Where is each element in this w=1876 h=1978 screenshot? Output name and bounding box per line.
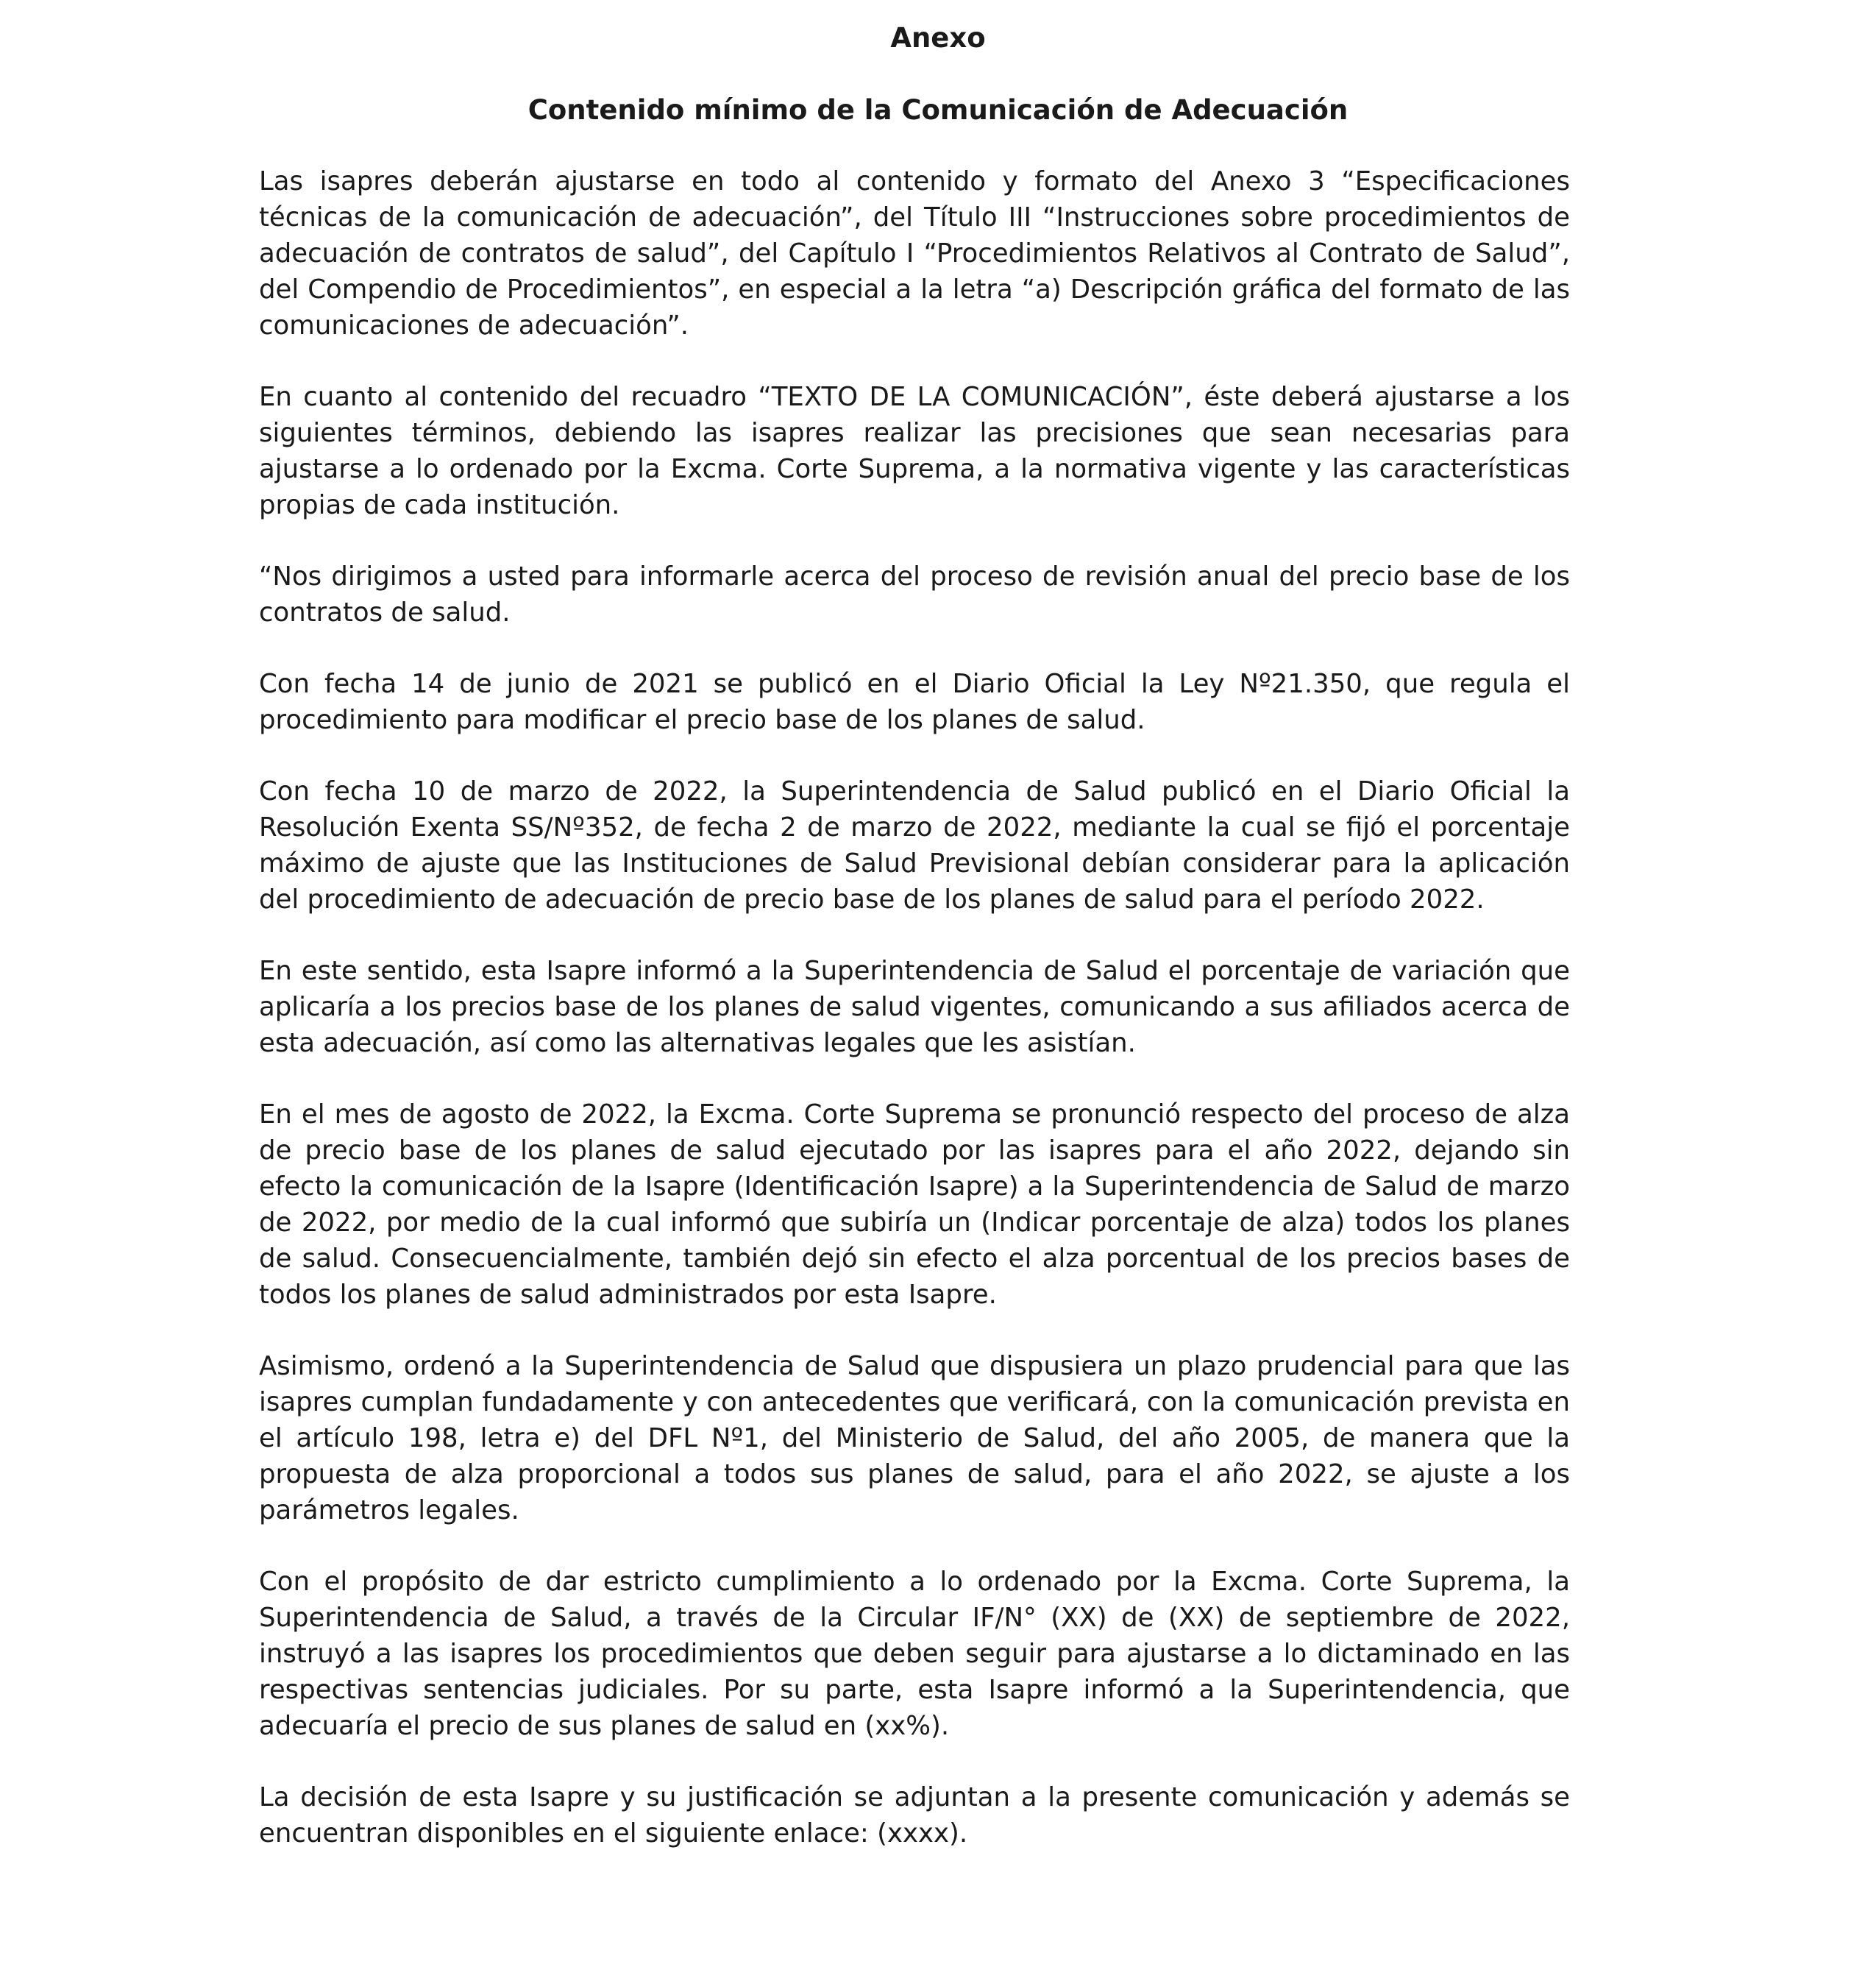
paragraph-isapre-informed: En este sentido, esta Isapre informó a la Superintendencia de Salud el porcentaje de variación que aplicaría a los precios base de los planes de salud vigentes, comunicando a sus afiliados acerca de esta adecuación, así como las alternativas legales que les asistían. — [259, 956, 1570, 1058]
paragraph-decision-link: La decisión de esta Isapre y su justificación se adjuntan a la presente comunicación y además se encuentran disponibles en el siguiente enlace: (xxxx). — [259, 1782, 1570, 1848]
paragraph-resolution-352: Con fecha 10 de marzo de 2022, la Superintendencia de Salud publicó en el Diario Oficial la Resolución Exenta SS/Nº352, de fecha 2 de marzo de 2022, mediante la cual se fijó el porcentaje máximo de ajuste que las Instituciones de Salud Previsional debían considerar para la aplicación del procedimiento de adecuación de precio base de los planes de salud para el período 2022. — [259, 776, 1570, 915]
paragraph-instructions-format: Las isapres deberán ajustarse en todo al contenido y formato del Anexo 3 “Especificaciones técnicas de la comunicación de adecuación”, del Título III “Instrucciones sobre procedimientos de adecuación de contratos de salud”, del Capítulo I “Procedimientos Relativos al Contrato de Salud”, del Compendio de Procedimientos”, en especial a la letra “a) Descripción gráfica del formato de las comunicaciones de adecuación”. — [259, 166, 1570, 341]
paragraph-law-21350: Con fecha 14 de junio de 2021 se publicó en el Diario Oficial la Ley Nº21.350, que regula el procedimiento para modificar el precio base de los planes de salud. — [259, 669, 1570, 735]
document-body — [259, 163, 1570, 1887]
paragraph-court-order: Asimismo, ordenó a la Superintendencia de Salud que dispusiera un plazo prudencial para que las isapres cumplan fundadamente y con antecedentes que verificará, con la comunicación prevista en el artículo 198, letra e) del DFL Nº1, del Ministerio de Salud, del año 2005, de manera que la propuesta de alza proporcional a todos sus planes de salud, para el año 2022, se ajuste a los parámetros legales. — [259, 1351, 1570, 1525]
annex-title: Anexo — [890, 22, 986, 54]
annex-subtitle: Contenido mínimo de la Comunicación de Adecuación — [527, 94, 1349, 126]
paragraph-supreme-court-ruling: En el mes de agosto de 2022, la Excma. Corte Suprema se pronunció respecto del proceso de alza de precio base de los planes de salud ejecutado por las isapres para el año 2022, dejando sin efecto la comunicación de la Isapre (Identificación Isapre) a la Superintendencia de Salud de marzo de 2022, por medio de la cual informó que subiría un (Indicar porcentaje de alza) todos los planes de salud. Consecuencialmente, también dejó sin efecto el alza porcentual de los precios bases de todos los planes de salud administrados por esta Isapre. — [259, 1099, 1570, 1310]
paragraph-circular: Con el propósito de dar estricto cumplimiento a lo ordenado por la Excma. Corte Suprema, la Superintendencia de Salud, a través de la Circular IF/N° (XX) de (XX) de septiembre de 2022, instruyó a las isapres los procedimientos que deben seguir para ajustarse a lo dictaminado en las respectivas sentencias judiciales. Por su parte, esta Isapre informó a la Superintendencia, que adecuaría el precio de sus planes de salud en (xx%). — [259, 1567, 1570, 1741]
paragraph-instructions-content: En cuanto al contenido del recuadro “TEXTO DE LA COMUNICACIÓN”, éste deberá ajustarse a los siguientes términos, debiendo las isapres realizar las precisiones que sean necesarias para ajustarse a lo ordenado por la Excma. Corte Suprema, a la normativa vigente y las características propias de cada institución. — [259, 382, 1570, 520]
paragraph-letter-opening: “Nos dirigimos a usted para informarle acerca del proceso de revisión anual del precio base de los contratos de salud. — [259, 561, 1570, 628]
